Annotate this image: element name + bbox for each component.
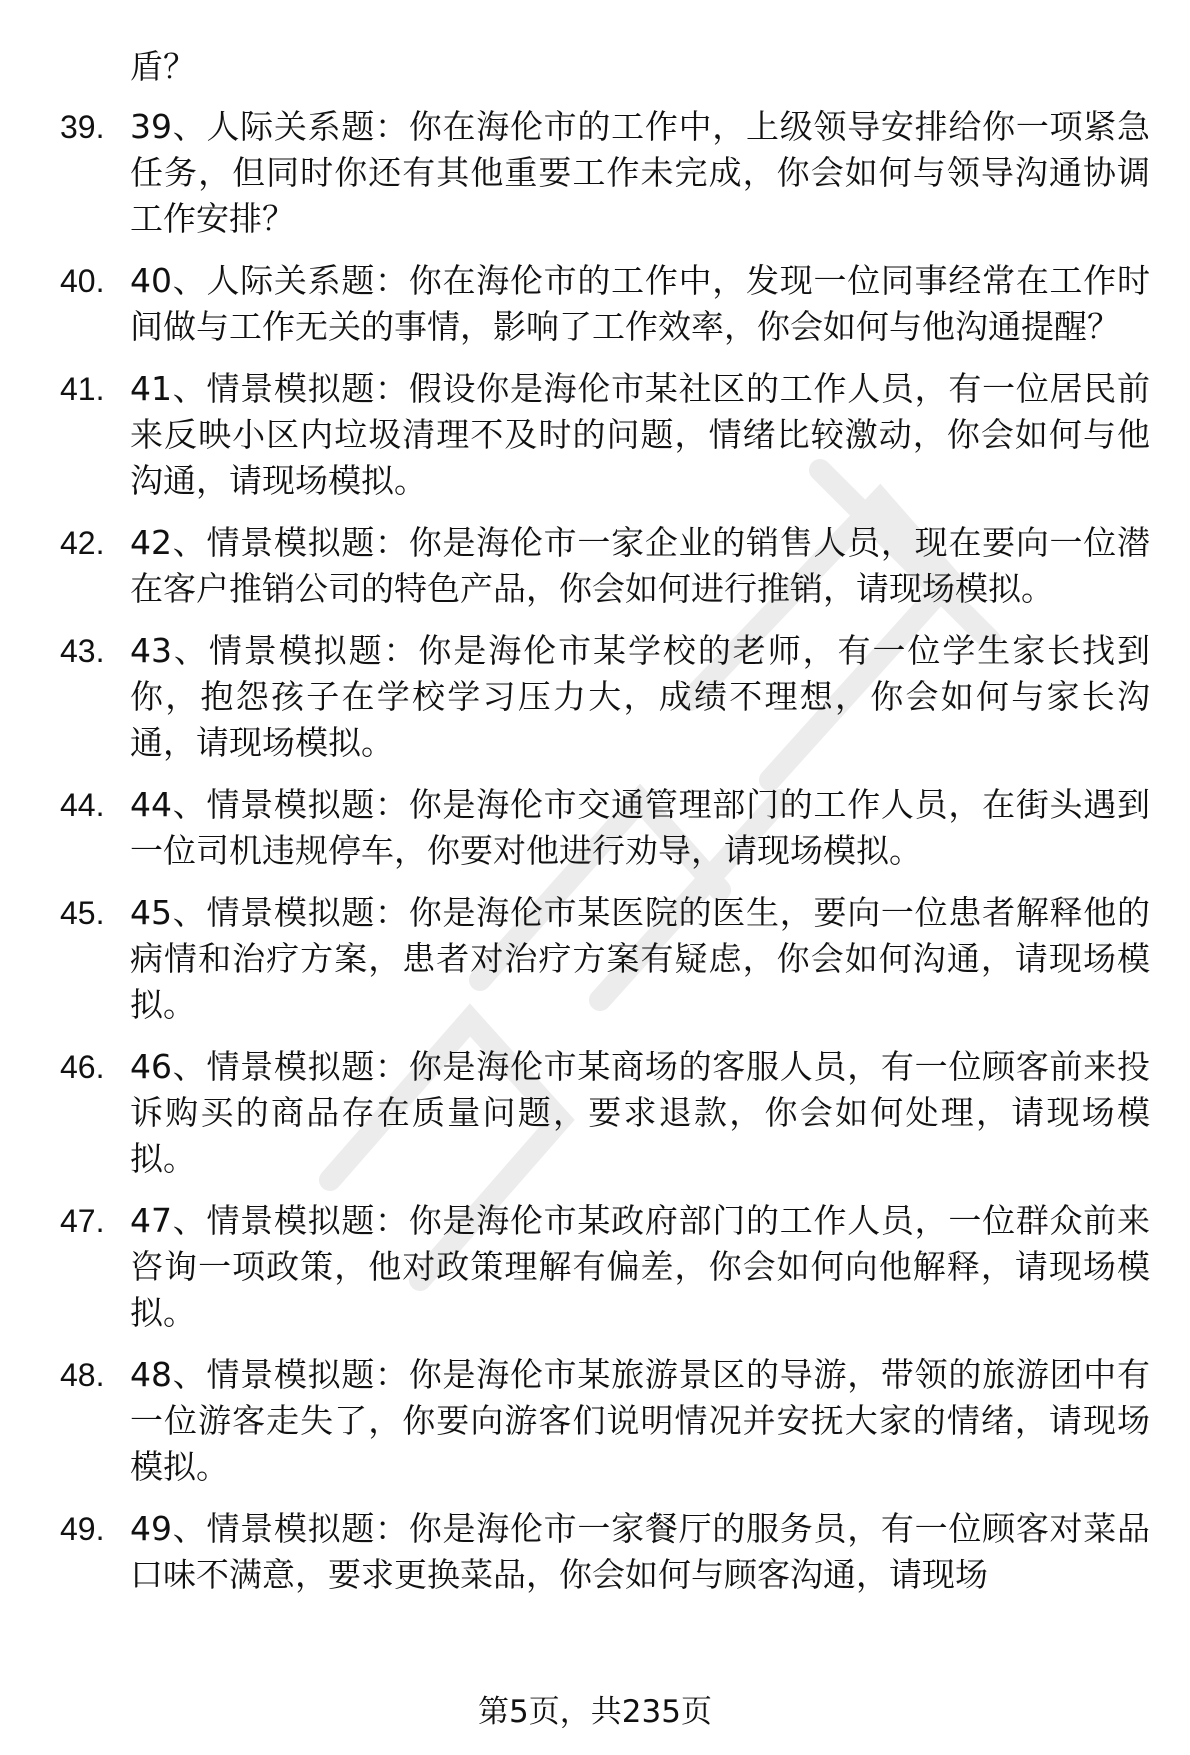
item-text: 42、情景模拟题：你是海伦市一家企业的销售人员，现在要向一位潜在客户推销公司的特色产品，你会如何进行推销，请现场模拟。 (130, 523, 1150, 608)
item-text: 40、人际关系题：你在海伦市的工作中，发现一位同事经常在工作时间做与工作无关的事情，影响了工作效率，你会如何与他沟通提醒？ (130, 261, 1150, 346)
item-number: 49. (60, 1511, 105, 1547)
item-text: 45、情景模拟题：你是海伦市某医院的医生，要向一位患者解释他的病情和治疗方案，患者对治疗方案有疑虑，你会如何沟通，请现场模拟。 (130, 893, 1150, 1024)
item-number: 39. (60, 109, 105, 145)
list-item (60, 258, 1150, 350)
item-number: 44. (60, 787, 105, 823)
item-text: 48、情景模拟题：你是海伦市某旅游景区的导游，带领的旅游团中有一位游客走失了，你要向游客们说明情况并安抚大家的情绪，请现场模拟。 (130, 1355, 1150, 1486)
item-text: 39、人际关系题：你在海伦市的工作中，上级领导安排给你一项紧急任务，但同时你还有其他重要工作未完成，你会如何与领导沟通协调工作安排？ (130, 107, 1150, 238)
item-text: 43、情景模拟题：你是海伦市某学校的老师，有一位学生家长找到你，抱怨孩子在学校学习压力大，成绩不理想，你会如何与家长沟通，请现场模拟。 (130, 631, 1150, 762)
list-item (60, 628, 1150, 766)
list-item (60, 366, 1150, 504)
list-item (60, 520, 1150, 612)
list-item (60, 890, 1150, 1028)
item-number: 42. (60, 525, 105, 561)
item-text: 46、情景模拟题：你是海伦市某商场的客服人员，有一位顾客前来投诉购买的商品存在质量问题，要求退款，你会如何处理，请现场模拟。 (130, 1047, 1150, 1178)
list-item (60, 1506, 1150, 1598)
list-item (60, 1352, 1150, 1490)
item-number: 41. (60, 371, 105, 407)
continued-text: 盾？ (130, 47, 196, 86)
list-item (60, 104, 1150, 242)
item-number: 43. (60, 633, 105, 669)
list-item (60, 782, 1150, 874)
item-number: 45. (60, 895, 105, 931)
item-number: 47. (60, 1203, 105, 1239)
item-number: 48. (60, 1357, 105, 1393)
item-text: 47、情景模拟题：你是海伦市某政府部门的工作人员，一位群众前来咨询一项政策，他对政策理解有偏差，你会如何向他解释，请现场模拟。 (130, 1201, 1150, 1332)
list-item (60, 1044, 1150, 1182)
item-number: 40. (60, 263, 105, 299)
item-text: 49、情景模拟题：你是海伦市一家餐厅的服务员，有一位顾客对菜品口味不满意，要求更换菜品，你会如何与顾客沟通，请现场 (130, 1509, 1150, 1594)
page-footer: 第5页，共235页 (478, 1694, 712, 1730)
question-list (60, 44, 1150, 1614)
list-item (60, 1198, 1150, 1336)
item-number: 46. (60, 1049, 105, 1085)
item-text: 41、情景模拟题：假设你是海伦市某社区的工作人员，有一位居民前来反映小区内垃圾清理不及时的问题，情绪比较激动，你会如何与他沟通，请现场模拟。 (130, 369, 1150, 500)
item-text: 44、情景模拟题：你是海伦市交通管理部门的工作人员，在街头遇到一位司机违规停车，你要对他进行劝导，请现场模拟。 (130, 785, 1150, 870)
